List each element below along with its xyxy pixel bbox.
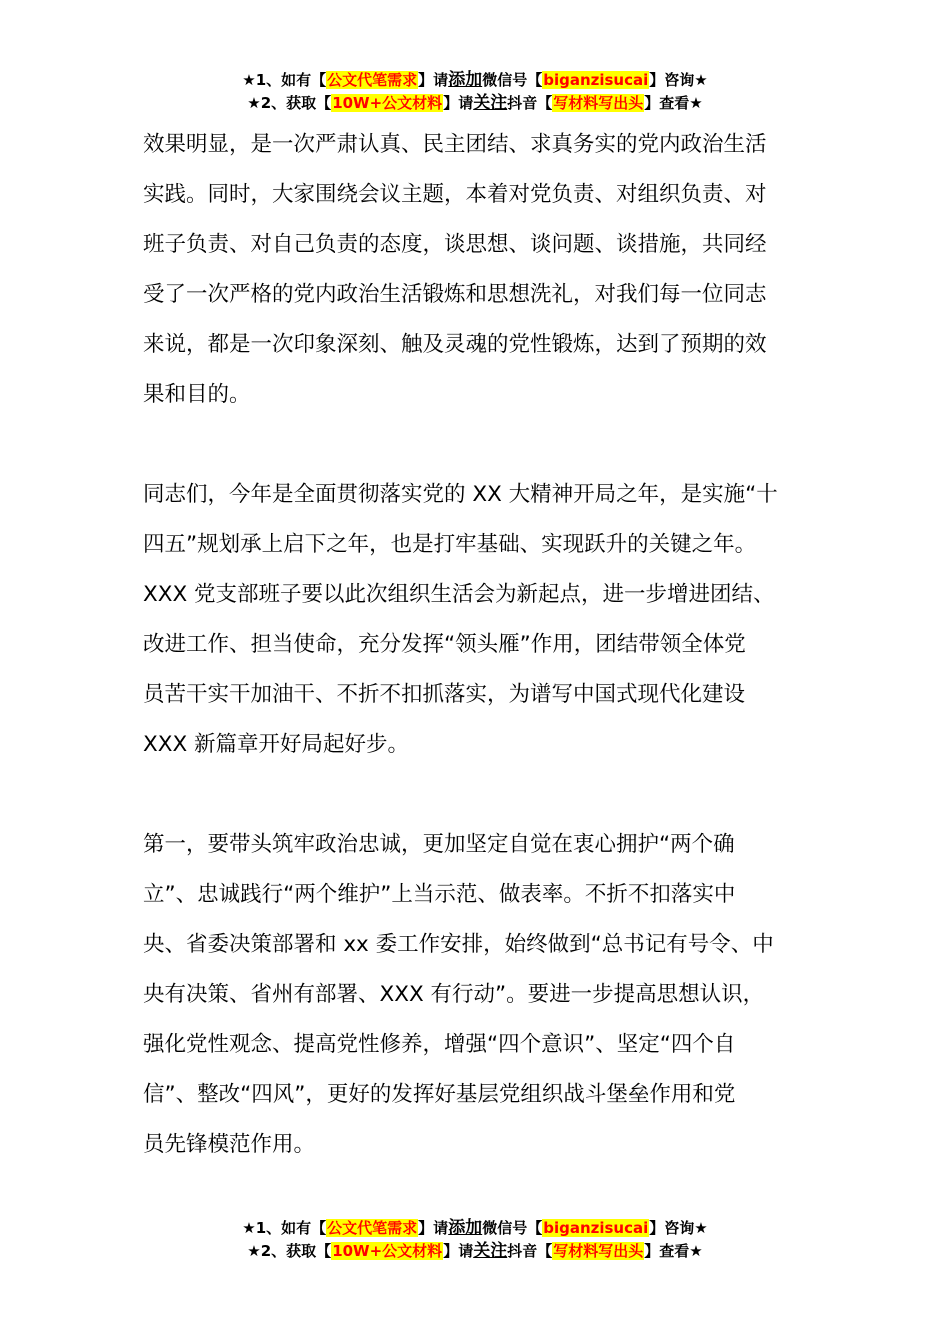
banner-text: 】咨询★ [649,1219,708,1237]
text-line: 央有决策、省州有部署、XXX 有行动”。要进一步提高思想认识， [143,982,765,1007]
underlined-add: 添加 [448,70,483,90]
banner-text: 】咨询★ [649,71,708,89]
banner-text: 微信号【 [482,1219,543,1237]
highlight-douyin: 写材料写出头 [553,94,644,112]
highlight-wechat-id: biganzisucai [543,71,649,89]
text-line: 员先锋模范作用。 [143,1132,316,1157]
paragraph-3 [143,820,815,1170]
paragraph-gap [143,770,815,820]
underlined-follow: 关注 [473,93,508,113]
banner-text: ★1、如有【 [242,71,327,89]
text-line: 四五”规划承上启下之年，也是打牢基础、实现跃升的关键之年。 [143,532,757,557]
text-line: XXX 党支部班子要以此次组织生活会为新起点，进一步增进团结、 [143,582,775,607]
text-line: 同志们，今年是全面贯彻落实党的 XX 大精神开局之年，是实施“十 [143,482,778,507]
banner-line-1 [0,1217,950,1240]
footer-banner [0,1217,950,1263]
paragraph-2 [143,470,815,770]
banner-text: ★2、获取【 [247,1242,332,1260]
underlined-add: 添加 [448,1218,483,1238]
text-line: 强化党性观念、提高党性修养，增强“四个意识”、坚定“四个自 [143,1032,736,1057]
text-line: 改进工作、担当使命，充分发挥“领头雁”作用，团结带领全体党 [143,632,746,657]
banner-text: 】查看★ [644,1242,703,1260]
banner-line-2 [0,92,950,115]
banner-text: 】请 [443,94,474,112]
banner-line-1 [0,69,950,92]
text-line: 果和目的。 [143,382,251,407]
paragraph-1 [143,120,815,420]
document-body [143,120,815,1170]
highlight-materials: 10W+公文材料 [332,94,443,112]
banner-text: ★2、获取【 [247,94,332,112]
text-line: XXX 新篇章开好局起好步。 [143,732,410,757]
text-line: 来说，都是一次印象深刻、触及灵魂的党性锻炼，达到了预期的效 [143,332,767,357]
text-line: 立”、忠诚践行“两个维护”上当示范、做表率。不折不扣落实中 [143,882,736,907]
text-line: 受了一次严格的党内政治生活锻炼和思想洗礼，对我们每一位同志 [143,282,767,307]
highlight-materials: 10W+公文材料 [332,1242,443,1260]
banner-text: 】查看★ [644,94,703,112]
banner-text: 抖音【 [507,94,553,112]
paragraph-gap [143,420,815,470]
text-line: 实践。同时，大家围绕会议主题，本着对党负责、对组织负责、对 [143,182,767,207]
highlight-wechat-id: biganzisucai [543,1219,649,1237]
banner-text: ★1、如有【 [242,1219,327,1237]
text-line: 信”、整改“四风”，更好的发挥好基层党组织战斗堡垒作用和党 [143,1082,736,1107]
banner-text: 】请 [418,71,449,89]
banner-text: 】请 [443,1242,474,1260]
banner-line-2 [0,1240,950,1263]
text-line: 效果明显，是一次严肃认真、民主团结、求真务实的党内政治生活 [143,132,767,157]
banner-text: 微信号【 [482,71,543,89]
text-line: 第一，要带头筑牢政治忠诚，更加坚定自觉在衷心拥护“两个确 [143,832,735,857]
banner-text: 】请 [418,1219,449,1237]
text-line: 央、省委决策部署和 xx 委工作安排，始终做到“总书记有号令、中 [143,932,774,957]
header-banner [0,69,950,115]
highlight-douyin: 写材料写出头 [553,1242,644,1260]
banner-text: 抖音【 [507,1242,553,1260]
highlight-service: 公文代笔需求 [327,71,418,89]
text-line: 员苦干实干加油干、不折不扣抓落实，为谱写中国式现代化建设 [143,682,746,707]
highlight-service: 公文代笔需求 [327,1219,418,1237]
text-line: 班子负责、对自己负责的态度，谈思想、谈问题、谈措施，共同经 [143,232,767,257]
underlined-follow: 关注 [473,1241,508,1261]
